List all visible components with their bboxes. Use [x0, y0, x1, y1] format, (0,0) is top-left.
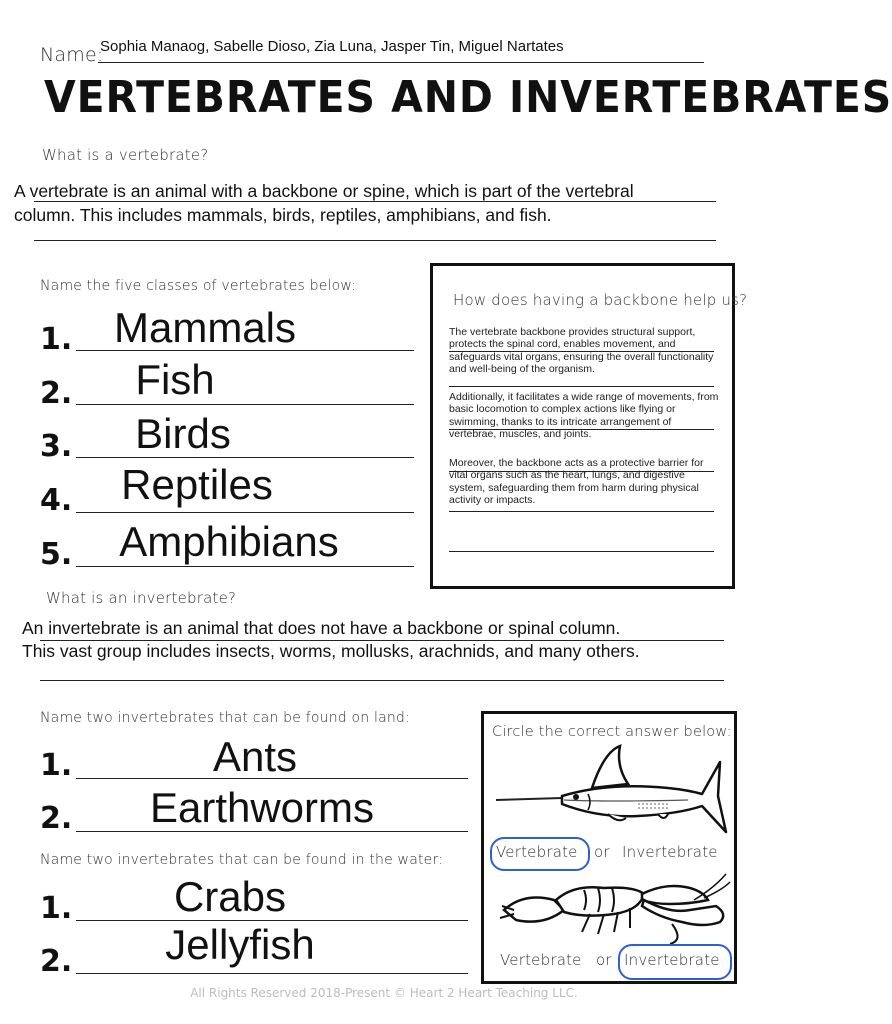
water-number: 1. — [40, 891, 73, 926]
water-prompt: Name two invertebrates that can be found in the water: — [40, 852, 444, 868]
class-number: 1. — [40, 322, 73, 357]
lobster-or-label: or — [596, 951, 612, 969]
backbone-para-2[interactable]: Additionally, it facilitates a wide range of movements, from basic locomotion to complex actions like flying or swimming, thanks to its intricate arrangement of vertebrae, muscles, and joints. — [449, 391, 719, 441]
answer-line — [449, 551, 714, 552]
class-line — [76, 404, 414, 405]
invertebrate-answer-line1[interactable]: An invertebrate is an animal that does not have a backbone or spinal column. — [22, 618, 621, 638]
class-answer[interactable]: Birds — [135, 410, 231, 457]
lobster-option-invertebrate[interactable]: Invertebrate — [624, 951, 720, 969]
answer-line — [449, 429, 714, 430]
answer-line — [40, 680, 724, 681]
class-answer[interactable]: Amphibians — [119, 518, 339, 565]
land-line — [76, 831, 468, 832]
class-line — [76, 512, 414, 513]
answer-line — [34, 240, 716, 241]
land-answer[interactable]: Ants — [212, 733, 298, 780]
class-number: 4. — [40, 483, 73, 518]
class-line — [76, 457, 414, 458]
circle-box-title: Circle the correct answer below: — [492, 724, 732, 740]
class-number: 3. — [40, 429, 73, 464]
invertebrate-answer-line2[interactable]: This vast group includes insects, worms, mollusks, arachnids, and many others. — [22, 641, 640, 661]
page-title: VERTEBRATES AND INVERTEBRATES — [44, 72, 892, 123]
fish-option-vertebrate[interactable]: Vertebrate — [496, 843, 578, 861]
vertebrate-answer-line2[interactable]: column. This includes mammals, birds, reptiles, amphibians, and fish. — [14, 205, 552, 225]
circle-answer-box — [481, 711, 737, 984]
water-number: 2. — [40, 944, 73, 979]
fish-or-label: or — [594, 843, 610, 861]
class-answer[interactable]: Reptiles — [121, 461, 273, 508]
lobster-option-vertebrate[interactable]: Vertebrate — [500, 951, 582, 969]
water-answer[interactable]: Jellyfish — [165, 921, 315, 968]
question-invertebrate: What is an invertebrate? — [46, 589, 237, 607]
answer-line — [449, 351, 714, 352]
class-line — [76, 566, 414, 567]
backbone-para-1[interactable]: The vertebrate backbone provides structural support, protects the spinal cord, enables movement, and safeguards vital organs, ensuring the overall functionality and well-being of the organism. — [449, 326, 714, 376]
answer-line — [449, 511, 714, 512]
land-number: 2. — [40, 801, 73, 836]
lobster-icon — [494, 870, 730, 950]
backbone-box-title: How does having a backbone help us? — [453, 291, 748, 309]
class-line — [76, 350, 414, 351]
vertebrate-answer-line1[interactable]: A vertebrate is an animal with a backbone or spine, which is part of the vertebral — [14, 181, 634, 201]
fish-option-invertebrate[interactable]: Invertebrate — [622, 843, 718, 861]
swordfish-icon — [488, 744, 734, 840]
class-answer[interactable]: Fish — [135, 356, 215, 403]
five-classes-prompt: Name the five classes of vertebrates below: — [40, 278, 357, 294]
class-answer[interactable]: Mammals — [113, 304, 296, 351]
answer-line — [34, 201, 716, 202]
name-value[interactable]: Sophia Manaog, Sabelle Dioso, Zia Luna, Jasper Tin, Miguel Nartates — [100, 38, 564, 55]
backbone-para-3[interactable]: Moreover, the backbone acts as a protective barrier for vital organs such as the heart, lungs, and digestive system, safeguarding them from harm during physical activity or impacts. — [449, 457, 704, 507]
land-answer[interactable]: Earthworms — [149, 784, 375, 831]
answer-line — [449, 471, 714, 472]
answer-line — [449, 386, 714, 387]
land-prompt: Name two invertebrates that can be found on land: — [40, 710, 410, 726]
name-underline — [98, 62, 704, 63]
water-line — [76, 973, 468, 974]
class-number: 2. — [40, 376, 73, 411]
copyright-footer: All Rights Reserved 2018-Present © Heart 2 Heart Teaching LLC. — [190, 986, 578, 1000]
water-answer[interactable]: Crabs — [173, 873, 287, 920]
class-number: 5. — [40, 537, 73, 572]
backbone-box — [430, 263, 748, 589]
land-number: 1. — [40, 748, 73, 783]
land-line — [76, 778, 468, 779]
name-label: Name: — [40, 44, 104, 66]
question-vertebrate: What is a vertebrate? — [42, 146, 209, 164]
